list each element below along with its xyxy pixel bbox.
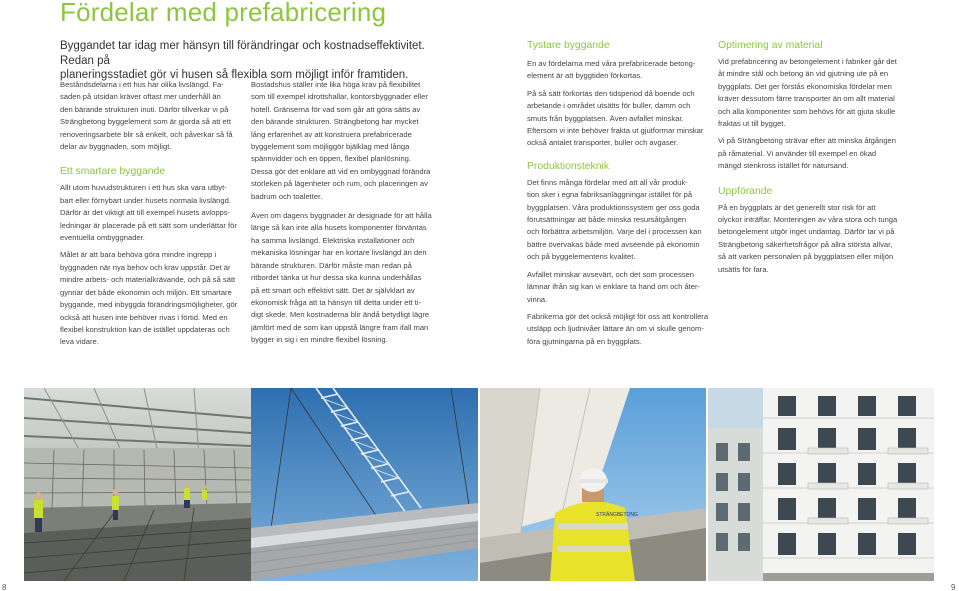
text-line: på råmaterial. Vi använder till exempel en ökad <box>718 148 877 158</box>
text-line: Även om dagens byggnader är designade för att hålla <box>251 211 432 221</box>
text-line: betongelement utgör inget undantag. Därför tar vi på <box>718 227 895 237</box>
text-line: Strängbetong byggelement som är gjorda så att ett <box>60 117 231 127</box>
text-line: Vid prefabricering av betongelement i fabriker går det <box>718 57 897 66</box>
paragraph <box>251 210 441 346</box>
paragraph <box>60 249 250 348</box>
column-2 <box>251 79 441 352</box>
text-line: leva vidare. <box>60 337 99 347</box>
text-line: mindre arbets- och materialkrävande, och på så sätt <box>60 275 236 285</box>
text-line: renoveringsarbete blir så enkelt, och påverkar så få <box>60 129 233 139</box>
paragraph <box>718 202 908 276</box>
text-line: tion sker i egna fabriksanläggningar istället för på <box>527 190 693 200</box>
text-line: element är att byggtiden förkortas. <box>527 71 643 81</box>
text-line: Avfallet minskar avsevärt, och det som processen <box>527 269 694 279</box>
text-line: arbetande i området utsätts för buller, damm och <box>527 101 691 111</box>
text-line: och alla komponenter som behövs för att gjuta skulle <box>718 106 896 116</box>
text-line: ha samma livslängd. Elektriska installationer och <box>251 235 415 245</box>
intro-line: Byggandet tar idag mer hänsyn till förändringar och kostnadseffektivitet. Redan på <box>60 40 425 67</box>
paragraph <box>527 269 712 306</box>
crane-slab-image <box>251 388 478 581</box>
text-line: länge så kan inte alla husets komponenter förväntas <box>251 223 427 233</box>
text-line: spännvidder och en öppen, flexibel planlösning. <box>251 154 412 164</box>
text-line: På så sätt förkortas den tidsperiod då boende och <box>527 88 695 98</box>
intro-text <box>60 39 440 83</box>
text-line: utsläpp och ljudnivåer lättare än om vi skulle genom- <box>527 324 704 334</box>
paragraph <box>527 88 712 150</box>
text-line: ledningar är placerade på ett sätt som underlättar för <box>60 220 237 230</box>
text-line: bygger in sig i en mindre flexibel lösning. <box>251 335 388 345</box>
text-line: gynnar det både ekonomin och miljön. Ett smartare <box>60 287 232 297</box>
text-line: och på byggelementens kvalitet. <box>527 252 636 262</box>
text-line: fraktas ut till bygget. <box>718 119 786 129</box>
intro-line: planeringsstadiet gör vi husen så flexibla som möjligt inför framtiden. <box>60 69 409 81</box>
section-heading: Optimering av material <box>718 40 823 51</box>
text-line: byggande, med inbyggda förändringsmöjligheter, gör <box>60 300 238 310</box>
paragraph <box>527 58 712 83</box>
text-line: utsätts för fara. <box>718 264 769 274</box>
text-line: lämnar ifrån sig kan vi enklare ta hand om och åter- <box>527 282 701 292</box>
text-line: delar av byggnaden, som möjligt. <box>60 142 172 152</box>
text-line: ritbordet tänka ut hur dessa ska kunna underhållas <box>251 273 422 283</box>
text-line: bärande strukturen. Därför måste man redan på <box>251 260 412 270</box>
paragraph <box>60 79 250 153</box>
column-1 <box>60 79 250 354</box>
text-line: vinna. <box>527 294 548 304</box>
text-line: åt mindre stål och betong än vid gjutning ute på en <box>718 69 889 79</box>
text-line: Vi på Strängbetong strävar efter att minska åtgången <box>718 136 897 146</box>
page-number-right: 9 <box>951 583 956 591</box>
page-title: Fördelar med prefabricering <box>60 0 387 27</box>
factory-photo <box>24 388 251 581</box>
factory-image <box>24 388 251 581</box>
text-line: föra gjutningarna på en byggplats. <box>527 336 642 346</box>
text-line: Därför är det viktigt att till exempel husets avlopps- <box>60 208 231 218</box>
text-line: jämfört med de som kan uppstå längre fram ifall man <box>251 322 429 332</box>
paragraph <box>60 182 250 244</box>
text-line: På en byggplats är det generellt stor risk för att <box>718 202 876 212</box>
text-line: Fabrikerna gör det också möjligt för oss att kontrollera <box>527 311 709 321</box>
text-line: mekaniska lösningar har en kortare livslängd än den <box>251 248 427 258</box>
text-line: som till exempel idrottshallar, kontorsbyggnader eller <box>251 92 428 102</box>
page-number-left: 8 <box>2 583 7 591</box>
paragraph <box>718 135 908 172</box>
text-line: badrum och toaletter. <box>251 191 323 201</box>
text-line: En av fördelarna med våra prefabricerade betong- <box>527 59 696 68</box>
text-line: Eftersom vi inte behöver frakta ut gjutformar minskar <box>527 126 704 136</box>
text-line: kräver dessutom färre transporter än om allt material <box>718 94 895 104</box>
text-line: Bostadshus ställer inte lika höga krav på flexibilitet <box>251 80 421 89</box>
text-line: smuts från byggplatsen. Även avfallet minskar. <box>527 113 684 123</box>
text-line: Strängbetong säkerhetsfrågor på allra största allvar, <box>718 239 893 249</box>
vest-brand-text: STRÄNGBETONG <box>596 512 638 518</box>
text-line: digt skede. Men kostnaderna blir ändå betydligt lägre <box>251 310 430 320</box>
text-line: förutsättningar att både minska resursåtgången <box>527 215 687 225</box>
worker-image <box>480 388 706 581</box>
text-line: flexibel konstruktion kan de istället uppdateras och <box>60 324 230 334</box>
worker-photo <box>480 388 706 581</box>
text-line: lång erfarenhet av att konstruera prefabricerade <box>251 129 412 139</box>
section-heading: Ett smartare byggande <box>60 166 166 178</box>
column-4 <box>718 39 908 281</box>
text-line: Det finns många fördelar med att all vår produk- <box>527 177 688 187</box>
text-line: ekonomisk fråga att ta hänsyn till detta under ett ti- <box>251 297 422 307</box>
text-line: storleken på lägenheter och rum, och placeringen av <box>251 179 428 189</box>
text-line: olyckor inträffar. Monteringen av våra stora och tunga <box>718 215 898 225</box>
text-line: Beståndsdelarna i ett hus har olika livslängd. Fa- <box>60 80 224 89</box>
text-line: byggnaden när nya behov och krav uppstår. Det är <box>60 262 231 272</box>
text-line: byggelement som möjliggör bjälklag med långa <box>251 142 410 152</box>
text-line: den bärande strukturen inuti. Därför tillverkar vi på <box>60 104 229 114</box>
building-photo <box>708 388 934 581</box>
text-line: Allt utom huvudstrukturen i ett hus ska vara utbyt- <box>60 183 227 193</box>
text-line: bättre övervakas både med avseende på ekonomin <box>527 239 700 249</box>
text-line: bart eller förnybart under husets normala livslängd. <box>60 195 231 205</box>
text-line: den bärande strukturen. Strängbetong har mycket <box>251 117 419 127</box>
paragraph <box>251 79 441 203</box>
text-line: också antalet transporter, buller och avgaser. <box>527 138 679 148</box>
section-heading: Tystare byggande <box>527 40 610 51</box>
text-line: och förbättra arbetsmiljön. Varje del i processen kan <box>527 227 702 237</box>
text-line: eventuella ombyggnader. <box>60 233 145 243</box>
text-line: på ett smart och effektivt sätt. Det är självklart av <box>251 285 415 295</box>
column-3 <box>527 39 712 353</box>
text-line: byggplatsen. Våra produktionssystem ger oss goda <box>527 202 700 212</box>
text-line: också att husen inte behöver rivas i förtid. Med en <box>60 312 228 322</box>
text-line: hotell. Gränserna för vad som går att göra sätts av <box>251 104 421 114</box>
section-heading: Produktionsteknik <box>527 160 610 172</box>
crane-photo <box>251 388 478 581</box>
section-heading: Uppförande <box>718 185 773 197</box>
apartment-building-image <box>708 388 934 581</box>
text-line: Dessa gör det enklare att vid en ombyggnad förändra <box>251 166 431 176</box>
text-line: mängd stenkross istället för natursand. <box>718 161 849 171</box>
text-line: byggplats. Det ger förstås ekonomiska fördelar men <box>718 81 892 91</box>
text-line: saden på utsidan kräver oftast mer underhåll än <box>60 92 221 102</box>
text-line: Målet är att bara behöva göra mindre ingrepp i <box>60 250 217 260</box>
paragraph <box>527 311 712 348</box>
paragraph <box>718 56 908 130</box>
text-line: så att varken personalen på byggplatsen eller miljön <box>718 252 894 262</box>
paragraph <box>527 177 712 264</box>
